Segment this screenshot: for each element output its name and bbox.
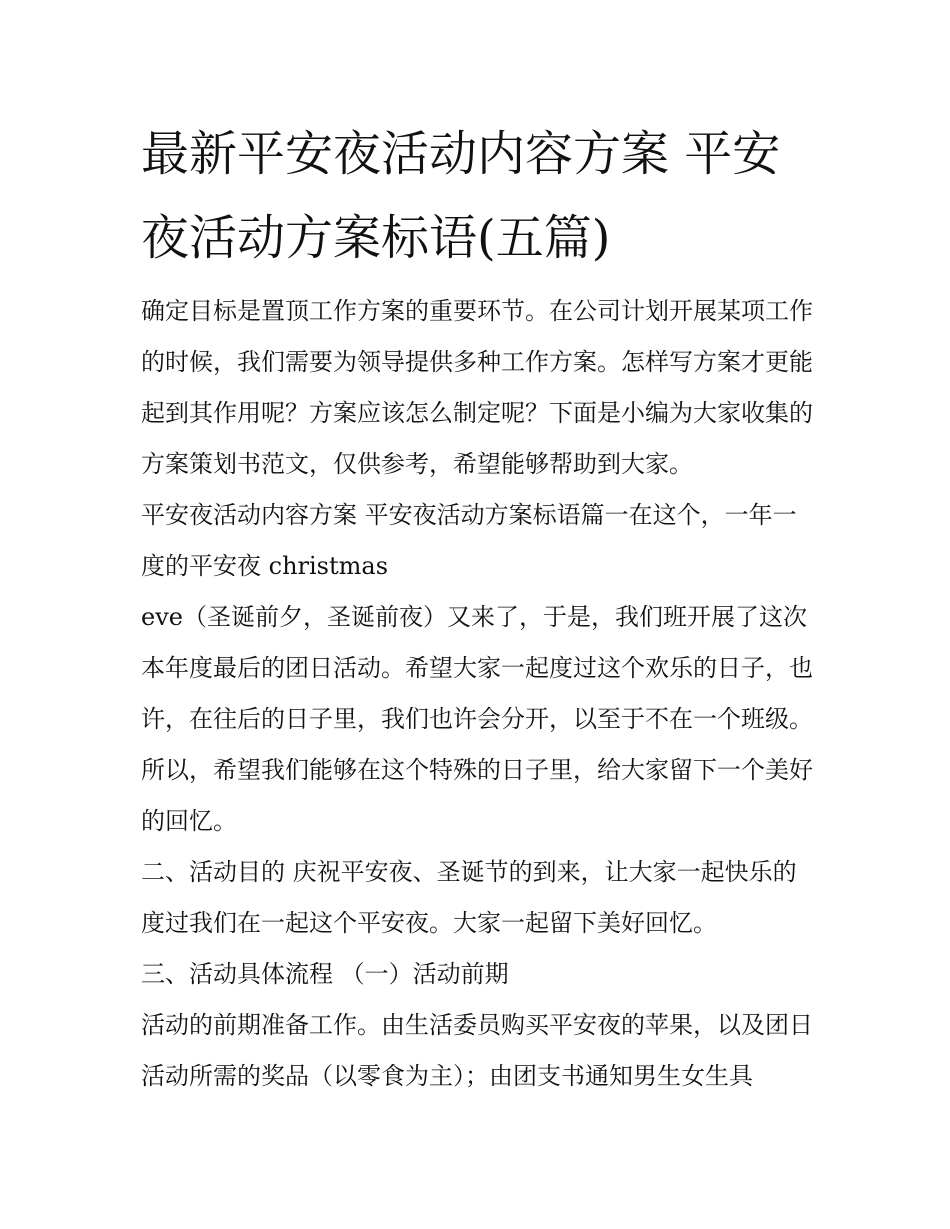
section-one-heading-paragraph: 平安夜活动内容方案 平安夜活动方案标语篇一在这个，一年一度的平安夜 christmas [141,501,797,580]
process-heading-paragraph: 三、活动具体流程 （一）活动前期 [141,960,509,988]
intro-paragraph: 确定目标是置顶工作方案的重要环节。在公司计划开展某项工作的时候，我们需要为领导提供多种工作方案。怎样写方案才更能起到其作用呢？方案应该怎么制定呢？下面是小编为大家收集的方案策划书范文，仅供参考，希望能够帮助到大家。 [141,297,813,478]
purpose-paragraph: 二、活动目的 庆祝平安夜、圣诞节的到来，让大家一起快乐的度过我们在一起这个平安夜。大家一起留下美好回忆。 [141,858,797,937]
background-paragraph: eve（圣诞前夕，圣诞前夜）又来了，于是，我们班开展了这次本年度最后的团日活动。希望大家一起度过这个欢乐的日子，也许，在往后的日子里，我们也许会分开，以至于不在一个班级。所以，希望我们能够在这个特殊的日子里，给大家留下一个美好的回忆。 [141,603,813,835]
document-title: 最新平安夜活动内容方案 平安夜活动方案标语(五篇) [141,126,781,266]
preparation-paragraph: 活动的前期准备工作。由生活委员购买平安夜的苹果，以及团日活动所需的奖品（以零食为主）；由团支书通知男生女生具 [141,1011,813,1090]
document-page [141,112,813,1102]
